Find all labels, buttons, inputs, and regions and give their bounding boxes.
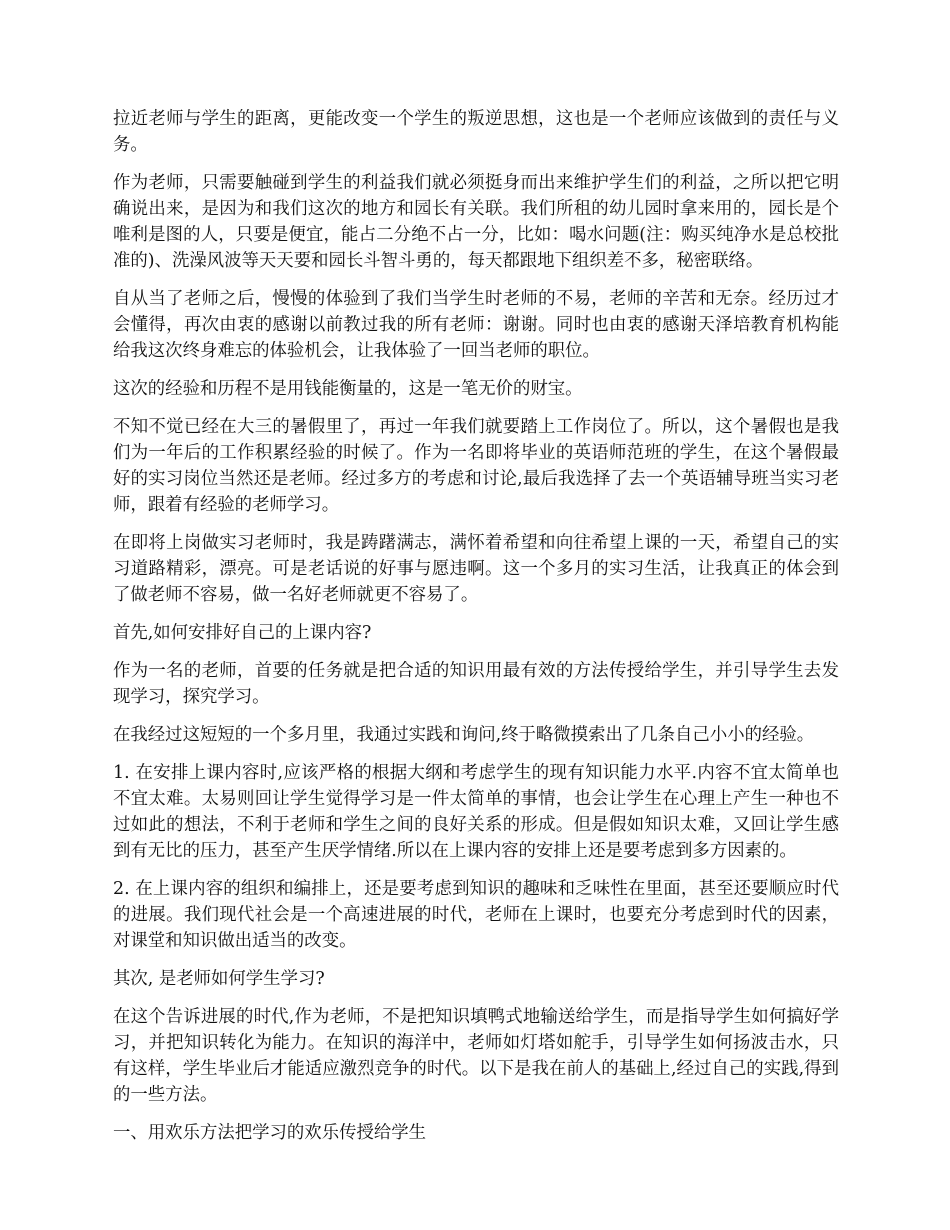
- section-heading-method-one: 一、用欢乐方法把学习的欢乐传授给学生: [113, 1123, 427, 1143]
- document-body: [113, 106, 839, 1158]
- list-item-1: 1. 在安排上课内容时,应该严格的根据大纲和考虑学生的现有知识能力水平.内容不宜太简单也不宜太难。太易则回让学生觉得学习是一件太简单的事情，也会让学生在心理上产生一种也不过如此的想法，不利于老师和学生之间的良好关系的形成。但是假如知识太难，又回让学生感到有无比的压力，甚至产生厌学情绪.所以在上课内容的安排上还是要考虑到多方因素的。: [113, 763, 839, 861]
- list-item-2: 2. 在上课内容的组织和编排上，还是要考虑到知识的趣味和乏味性在里面，甚至还要顺应时代的进展。我们现代社会是一个高速进展的时代，老师在上课时，也要充分考虑到时代的因素，对课堂和知识做出适当的改变。: [113, 879, 839, 951]
- paragraph-1: 拉近老师与学生的距离，更能改变一个学生的叛逆思想，这也是一个老师应该做到的责任与义务。: [113, 109, 839, 155]
- section-heading-first: 首先,如何安排好自己的上课内容?: [113, 623, 372, 643]
- paragraph-13: 在这个告诉进展的时代,作为老师，不是把知识填鸭式地输送给学生，而是指导学生如何搞好学习，并把知识转化为能力。在知识的海洋中，老师如灯塔如舵手，引导学生如何扬波击水，只有这样，学生毕业后才能适应激烈竞争的时代。以下是我在前人的基础上,经过自己的实践,得到的一些方法。: [113, 1007, 839, 1105]
- paragraph-4: 这次的经验和历程不是用钱能衡量的，这是一笔无价的财宝。: [113, 379, 583, 399]
- paragraph-8: 作为一名的老师，首要的任务就是把合适的知识用最有效的方法传授给学生，并引导学生去发现学习，探究学习。: [113, 661, 839, 707]
- paragraph-9: 在我经过这短短的一个多月里，我通过实践和询问,终于略微摸索出了几条自己小小的经验。: [113, 725, 815, 745]
- paragraph-3: 自从当了老师之后，慢慢的体验到了我们当学生时老师的不易，老师的辛苦和无奈。经历过才会懂得，再次由衷的感谢以前教过我的所有老师：谢谢。同时也由衷的感谢天泽培教育机构能给我这次终身难忘的体验机会，让我体验了一回当老师的职位。: [113, 289, 839, 361]
- section-heading-second: 其次, 是老师如何学生学习?: [113, 969, 325, 989]
- paragraph-5: 不知不觉已经在大三的暑假里了，再过一年我们就要踏上工作岗位了。所以，这个暑假也是我们为一年后的工作积累经验的时候了。作为一名即将毕业的英语师范班的学生，在这个暑假最好的实习岗位当然还是老师。经过多方的考虑和讨论,最后我选择了去一个英语辅导班当实习老师，跟着有经验的老师学习。: [113, 417, 839, 515]
- paragraph-6: 在即将上岗做实习老师时，我是踌躇满志，满怀着希望和向往希望上课的一天，希望自己的实习道路精彩，漂亮。可是老话说的好事与愿违啊。这一个多月的实习生活，让我真正的体会到了做老师不容易，做一名好老师就更不容易了。: [113, 533, 839, 605]
- paragraph-2: 作为老师，只需要触碰到学生的利益我们就必须挺身而出来维护学生们的利益，之所以把它明确说出来，是因为和我们这次的地方和园长有关联。我们所租的幼儿园时拿来用的，园长是个唯利是图的人，只要是便宜，能占二分绝不占一分，比如：喝水问题(注：购买纯净水是总校批准的)、洗澡风波等天天要和园长斗智斗勇的，每天都跟地下组织差不多，秘密联络。: [113, 173, 839, 271]
